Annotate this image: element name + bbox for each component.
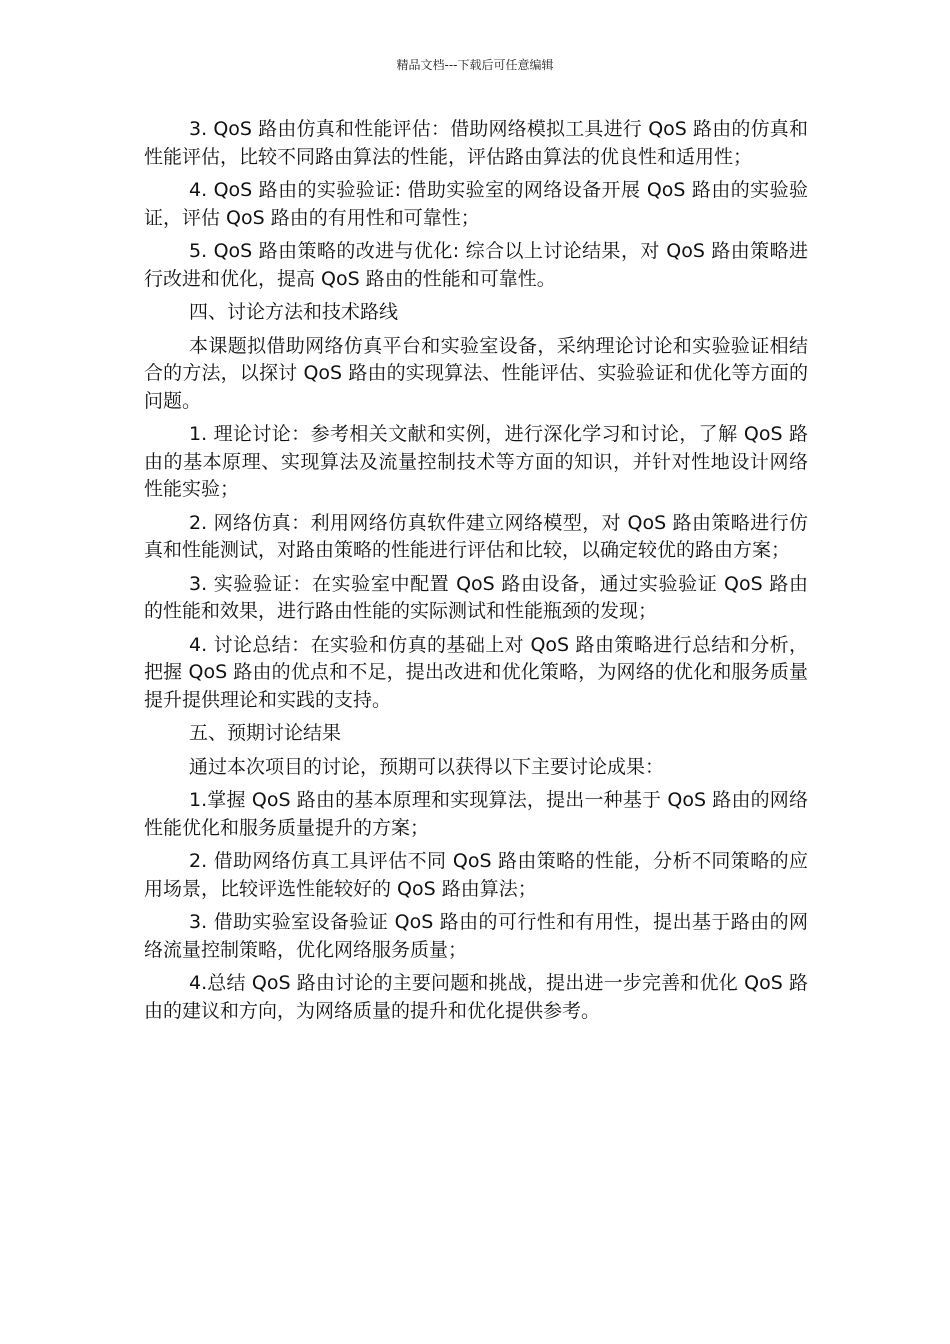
paragraph-result-4: 4.总结 QoS 路由讨论的主要问题和挑战，提出进一步完善和优化 QoS 路由的建议和方向，为网络质量的提升和优化提供参考。: [144, 972, 808, 1022]
paragraph-qos-optimization: 5. QoS 路由策略的改进与优化: 综合以上讨论结果，对 QoS 路由策略进行改进和优化，提高 QoS 路由的性能和可靠性。: [144, 240, 808, 290]
section-heading-expected-results: 五、预期讨论结果: [189, 722, 342, 744]
paragraph-experiment-validation: 3. 实验验证：在实验室中配置 QoS 路由设备，通过实验验证 QoS 路由的性能和效果，进行路由性能的实际测试和性能瓶颈的发现；: [144, 572, 808, 622]
paragraph-qos-simulation: 3. QoS 路由仿真和性能评估：借助网络模拟工具进行 QoS 路由的仿真和性能评估，比较不同路由算法的性能，评估路由算法的优良性和适用性；: [144, 118, 808, 168]
paragraph-result-3: 3. 借助实验室设备验证 QoS 路由的可行性和有用性，提出基于路由的网络流量控制策略，优化网络服务质量；: [144, 911, 808, 961]
paragraph-discussion-summary: 4. 讨论总结：在实验和仿真的基础上对 QoS 路由策略进行总结和分析，把握 QoS 路由的优点和不足，提出改进和优化策略，为网络的优化和服务质量提升提供理论和实践的支持。: [144, 633, 808, 711]
page-header: 精品文档---下载后可任意编辑: [396, 58, 554, 72]
paragraph-expected-intro: 通过本次项目的讨论，预期可以获得以下主要讨论成果：: [189, 755, 665, 778]
paragraph-qos-experiment: 4. QoS 路由的实验验证: 借助实验室的网络设备开展 QoS 路由的实验验证，评估 QoS 路由的有用性和可靠性；: [144, 179, 808, 229]
paragraph-theory-discussion: 1. 理论讨论：参考相关文献和实例，进行深化学习和讨论，了解 QoS 路由的基本原理、实现算法及流量控制技术等方面的知识，并针对性地设计网络性能实验；: [144, 423, 808, 500]
document-body: [144, 116, 808, 1031]
paragraph-result-2: 2. 借助网络仿真工具评估不同 QoS 路由策略的性能，分析不同策略的应用场景，比较评选性能较好的 QoS 路由算法；: [144, 850, 808, 900]
paragraph-network-simulation: 2. 网络仿真：利用网络仿真软件建立网络模型，对 QoS 路由策略进行仿真和性能测试，对路由策略的性能进行评估和比较，以确定较优的路由方案；: [144, 511, 808, 561]
section-heading-methods: 四、讨论方法和技术路线: [189, 301, 399, 323]
paragraph-result-1: 1.掌握 QoS 路由的基本原理和实现算法，提出一种基于 QoS 路由的网络性能优化和服务质量提升的方案；: [144, 789, 808, 839]
paragraph-methods-intro: 本课题拟借助网络仿真平台和实验室设备，采纳理论讨论和实验验证相结合的方法，以探讨 QoS 路由的实现算法、性能评估、实验验证和优化等方面的问题。: [144, 334, 808, 412]
